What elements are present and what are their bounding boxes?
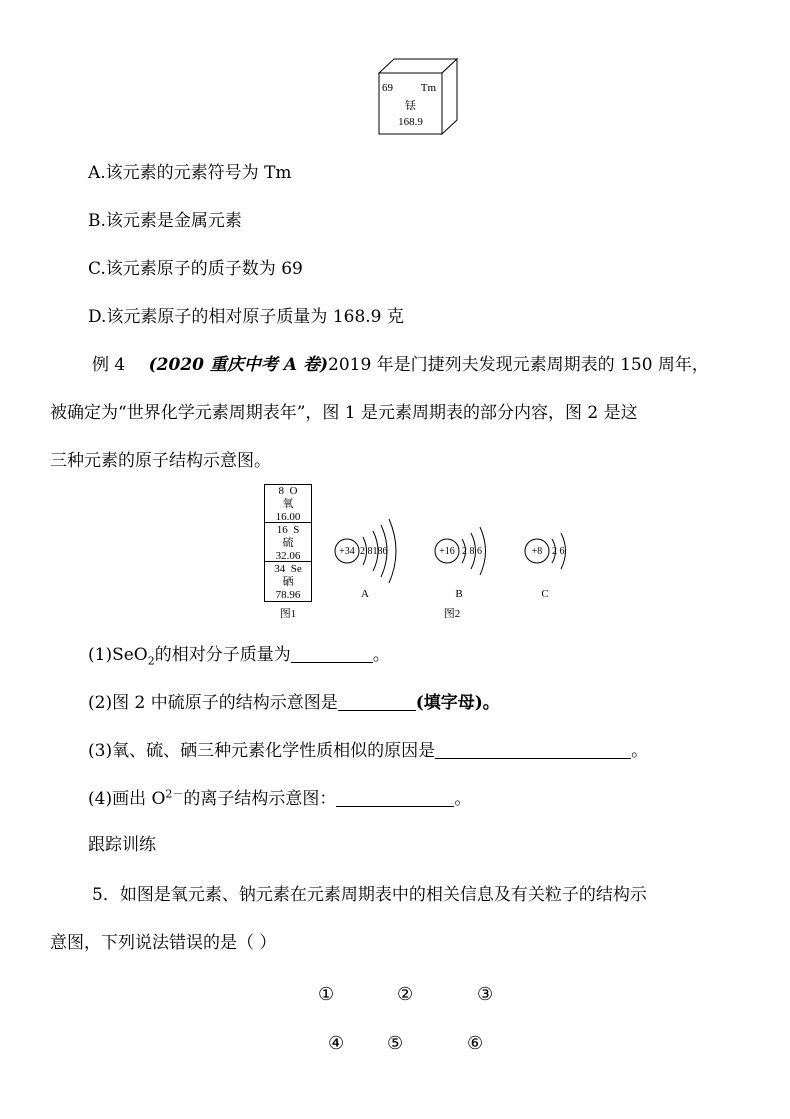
question-2: (2)图 2 中硫原子的结构示意图是 (填字母)。 [88, 693, 500, 713]
cell-selenium: 34 Se 硒 78.96 [274, 563, 302, 601]
option-a: A.该元素的元素符号为 Tm [88, 163, 292, 183]
circled-1: ① [318, 984, 335, 1005]
cell-oxygen: 8 O 氧 16.00 [275, 485, 301, 523]
atom-c-label: C [541, 588, 549, 600]
cell-sulfur: 16 S 硫 32.06 [275, 524, 301, 562]
answer-blank-3[interactable] [435, 740, 631, 759]
figure-1 [264, 484, 312, 604]
circled-6: ⑥ [467, 1033, 484, 1054]
option-b: B.该元素是金属元素 [88, 211, 242, 231]
atom-a-shells: 2 8186 [360, 546, 388, 557]
tm-atomic-number: 69 [382, 82, 393, 94]
tm-mass: 168.9 [398, 116, 423, 128]
option-d: D.该元素原子的相对原子质量为 168.9 克 [88, 307, 404, 327]
answer-blank-1[interactable] [291, 644, 373, 663]
example-label: 例 4 [92, 355, 126, 375]
section-title: 跟踪训练 [88, 835, 156, 855]
figure-2-caption: 图2 [443, 608, 461, 620]
circled-4: ④ [328, 1033, 345, 1054]
answer-blank-4[interactable] [336, 788, 454, 807]
tm-element-card [378, 58, 458, 136]
circled-5: ⑤ [387, 1033, 404, 1054]
tm-name: 铥 [405, 100, 416, 112]
circled-2: ② [397, 984, 414, 1005]
problem-5-line-1: 5．如图是氧元素、钠元素在元素周期表中的相关信息及有关粒子的结构示 [92, 885, 647, 905]
example-line-3: 三种元素的原子结构示意图。 [50, 451, 271, 471]
question-4: (4)画出 $O^{2-}$的离子结构示意图： 。 [88, 787, 472, 809]
atom-a-label: A [361, 588, 369, 600]
problem-5-line-2: 意图，下列说法错误的是（ ） [50, 933, 277, 953]
question-3: (3)氧、硫、硒三种元素化学性质相似的原因是 。 [88, 741, 649, 761]
atom-b-label: B [455, 588, 463, 600]
example-line-2: 被确定为“世界化学元素周期表年”，图 1 是元素周期表的部分内容，图 2 是这 [50, 403, 638, 423]
example-source: (2020 重庆中考 A 卷) [148, 355, 328, 375]
atom-c-shells: 2 6 [552, 546, 565, 557]
example-text-1: 2019 年是门捷列夫发现元素周期表的 150 周年， [328, 355, 709, 375]
atom-a-nucleus: +34 [339, 546, 355, 557]
example-line-1 [92, 350, 709, 375]
tm-symbol: Tm [420, 82, 436, 94]
atom-b-nucleus: +16 [439, 546, 455, 557]
circled-3: ③ [477, 984, 494, 1005]
question-1: (1)SeO$_2$的相对分子质量为 。 [88, 645, 390, 668]
atom-b-shells: 2 8 6 [462, 546, 482, 557]
option-c: C.该元素原子的质子数为 69 [88, 259, 303, 279]
atom-c-nucleus: +8 [531, 546, 543, 557]
answer-blank-2[interactable] [338, 692, 416, 711]
figure-1-caption: 图1 [279, 608, 297, 620]
